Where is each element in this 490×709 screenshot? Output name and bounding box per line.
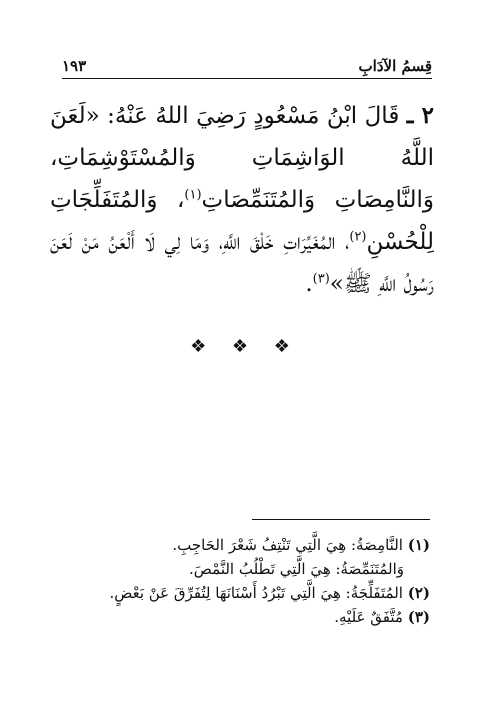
footnote-ref-2[interactable]: (٢)	[349, 229, 367, 245]
footnote-text: النَّامِصَةُ: هِيَ الَّتِي تَنْتِفُ شَعْرَ الحَاجِبِ.	[172, 536, 403, 554]
page-header	[62, 52, 432, 79]
footnote-ref-1[interactable]: (١)	[184, 187, 202, 203]
footnote-text: وَالمُتَنَمِّصَةُ: هِيَ الَّتِي تَطْلُبُ النَّمْصَ.	[189, 560, 404, 578]
hadith-text-part2: ، وَالمُتَفَلِّجَاتِ لِلْحُسْنِ	[50, 187, 434, 255]
hadith-text-part3: ، المُغَيِّرَاتِ خَلْقَ اللَّهِ، وَمَا لِي لَا أَلْعَنُ مَنْ لَعَنَ رَسُولُ اللَّهِ ﷺ»	[50, 229, 434, 297]
page-number: ١٩٣	[62, 57, 87, 75]
footnote-3	[60, 605, 430, 629]
footnote-1-continued	[60, 557, 430, 581]
footnote-text: المُتَفَلِّجَةُ: هِيَ الَّتِي تَبْرُدُ أَسْنَانَهَا لِتُفَرِّقَ عَنْ بَعْضٍ.	[109, 584, 403, 602]
footnote-number: (٢)	[407, 584, 430, 602]
section-divider-ornament: ❖ ❖ ❖	[190, 336, 300, 357]
hadith-paragraph	[50, 95, 434, 305]
hadith-text-part1: قَالَ ابْنُ مَسْعُودٍ رَضِيَ اللهُ عَنْهُ: «لَعَنَ اللَّهُ الوَاشِمَاتِ وَالمُسْتَوْشِمَاتِ، وَالنَّامِصَاتِ وَالمُتَنَمِّصَاتِ	[50, 103, 434, 213]
footnote-divider	[252, 519, 430, 520]
footnote-1	[60, 533, 430, 557]
footnotes	[60, 533, 430, 629]
hadith-number: ٢ ـ	[406, 102, 435, 129]
section-title: قِسمُ الآدَابِ	[358, 57, 432, 75]
hadith-text-end: .	[305, 271, 313, 297]
footnote-number: (٣)	[407, 608, 430, 626]
footnote-number: (١)	[407, 536, 430, 554]
footnote-text: مُتَّفَقٌ عَلَيْهِ.	[334, 608, 403, 626]
footnote-2	[60, 581, 430, 605]
footnote-ref-3[interactable]: (٣)	[312, 271, 330, 287]
